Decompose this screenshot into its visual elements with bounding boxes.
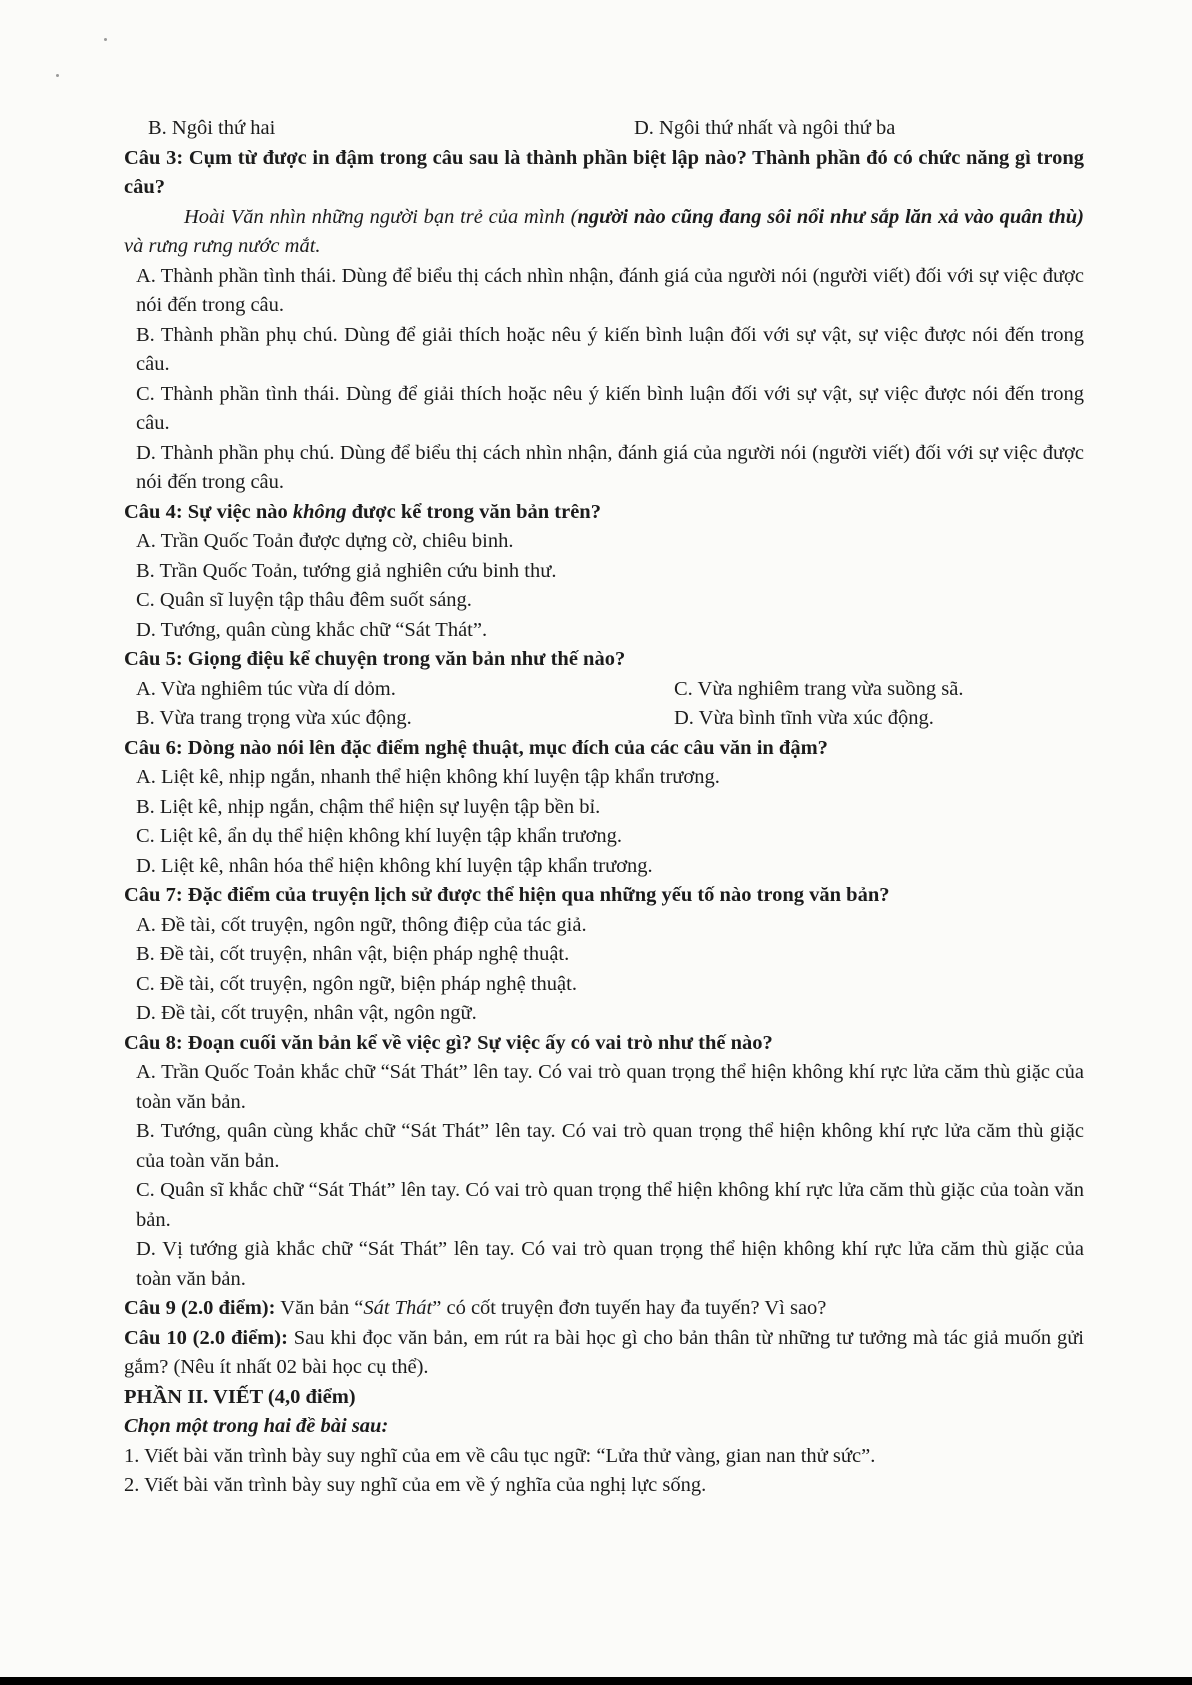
question-6-option: B. Liệt kê, nhịp ngắn, chậm thể hiện sự luyện tập bền bỉ. [136,795,601,818]
question-4-title [124,498,1084,528]
title-part: được kể trong văn bản trên? [346,500,601,523]
question-5-row-2 [124,704,1084,734]
question-4-option: C. Quân sĩ luyện tập thâu đêm suốt sáng. [136,589,472,611]
question-10 [124,1324,1084,1383]
question-5-option-b: B. Vừa trang trọng vừa xúc động. [136,707,412,729]
question-9 [124,1294,1084,1324]
question-7-option: D. Đề tài, cốt truyện, nhân vật, ngôn ngữ. [136,1002,477,1024]
question-8-option: B. Tướng, quân cùng khắc chữ “Sát Thát” lên tay. Có vai trò quan trọng thể hiện không khí rực lửa căm thù giặc của toàn văn bản. [136,1120,1084,1172]
question-9-text: Văn bản “ [275,1297,364,1319]
question-8-option: C. Quân sĩ khắc chữ “Sát Thát” lên tay. Có vai trò quan trọng thể hiện không khí rực lửa căm thù giặc của toàn văn bản. [136,1179,1084,1231]
question-5-title: Câu 5: Giọng điệu kể chuyện trong văn bản như thế nào? [124,648,626,670]
question-4-option: B. Trần Quốc Toản, tướng giả nghiên cứu binh thư. [136,559,557,582]
question-9-text: ” có cốt truyện đơn tuyến hay đa tuyến? Vì sao? [432,1297,827,1319]
question-3-title: Câu 3: Cụm từ được in đậm trong câu sau là thành phần biệt lập nào? Thành phần đó có chức năng gì trong câu? [124,146,1084,198]
part-2-item: 2. Viết bài văn trình bày suy nghĩ của em về ý nghĩa của nghị lực sống. [124,1474,707,1496]
title-italic: không [292,500,347,523]
question-5-option-c: C. Vừa nghiêm trang vừa suồng sã. [674,677,964,700]
question-7-title: Câu 7: Đặc điểm của truyện lịch sử được thể hiện qua những yếu tố nào trong văn bản? [124,884,890,906]
title-part: Câu 4: Sự việc nào [124,500,293,523]
scan-speck [104,38,107,41]
question-6-option: C. Liệt kê, ẩn dụ thể hiện không khí luyện tập khẩn trương. [136,825,622,847]
previous-question-options [124,114,1084,144]
quote-bold: người nào cũng đang sôi nổi như sắp lăn xả vào quân thù) [577,205,1084,228]
question-8-title: Câu 8: Đoạn cuối văn bản kể về việc gì? Sự việc ấy có vai trò như thế nào? [124,1031,773,1054]
quote-start: Hoài Văn nhìn những người bạn trẻ của mình ( [184,205,578,228]
scan-bottom-edge [0,1677,1192,1685]
question-3-option: C. Thành phần tình thái. Dùng để giải thích hoặc nêu ý kiến bình luận đối với sự vật, sự việc được nói đến trong câu. [136,382,1084,434]
option-d: D. Ngôi thứ nhất và ngôi thứ ba [634,117,896,139]
question-3-option: B. Thành phần phụ chú. Dùng để giải thích hoặc nêu ý kiến bình luận đối với sự vật, sự việc được nói đến trong câu. [136,323,1084,375]
question-8-option: A. Trần Quốc Toản khắc chữ “Sát Thát” lên tay. Có vai trò quan trọng thể hiện không khí rực lửa căm thù giặc của toàn văn bản. [136,1061,1084,1113]
question-7-option: B. Đề tài, cốt truyện, nhân vật, biện pháp nghệ thuật. [136,943,570,965]
question-3-quote [124,203,1084,262]
question-6-option: D. Liệt kê, nhân hóa thể hiện không khí luyện tập khẩn trương. [136,854,653,877]
question-8-option: D. Vị tướng già khắc chữ “Sát Thát” lên tay. Có vai trò quan trọng thể hiện không khí rực lửa căm thù giặc của toàn văn bản. [136,1238,1084,1290]
part-2-item: 1. Viết bài văn trình bày suy nghĩ của em về câu tục ngữ: “Lửa thử vàng, gian nan thử sức”. [124,1444,876,1467]
question-5-option-d: D. Vừa bình tĩnh vừa xúc động. [674,707,934,729]
question-3-option: A. Thành phần tình thái. Dùng để biểu thị cách nhìn nhận, đánh giá của người nói (người viết) đối với sự việc được nói đến trong câu. [136,264,1084,316]
question-10-label: Câu 10 (2.0 điểm): [124,1326,288,1349]
part-2-instruction: Chọn một trong hai đề bài sau: [124,1415,389,1437]
option-b: B. Ngôi thứ hai [148,117,276,139]
question-7-option: C. Đề tài, cốt truyện, ngôn ngữ, biện pháp nghệ thuật. [136,972,577,995]
quote-end: và rưng rưng nước mắt. [124,235,321,257]
question-6-title: Câu 6: Dòng nào nói lên đặc điểm nghệ thuật, mục đích của các câu văn in đậm? [124,736,828,759]
question-5-row-1 [124,675,1084,705]
scan-speck [56,74,59,77]
question-3-option: D. Thành phần phụ chú. Dùng để biểu thị cách nhìn nhận, đánh giá của người nói (người viết) đối với sự việc được nói đến trong câu. [136,441,1084,493]
question-9-italic: Sát Thát [363,1297,433,1319]
part-2-heading: PHẦN II. VIẾT (4,0 điểm) [124,1385,356,1408]
question-4-option: A. Trần Quốc Toản được dựng cờ, chiêu binh. [136,530,514,552]
page-content [124,114,1084,1501]
question-5-option-a: A. Vừa nghiêm túc vừa dí dỏm. [136,677,396,700]
question-6-option: A. Liệt kê, nhịp ngắn, nhanh thể hiện không khí luyện tập khẩn trương. [136,766,720,788]
question-4-option: D. Tướng, quân cùng khắc chữ “Sát Thát”. [136,618,488,641]
question-9-label: Câu 9 (2.0 điểm): [124,1297,276,1319]
question-10-text: Sau khi đọc văn bản, em rút ra bài học gì cho bản thân từ những tư tưởng mà tác giả muốn gửi gắm? (Nêu ít nhất 02 bài học cụ thể). [124,1326,1084,1378]
question-7-option: A. Đề tài, cốt truyện, ngôn ngữ, thông điệp của tác giả. [136,913,587,936]
